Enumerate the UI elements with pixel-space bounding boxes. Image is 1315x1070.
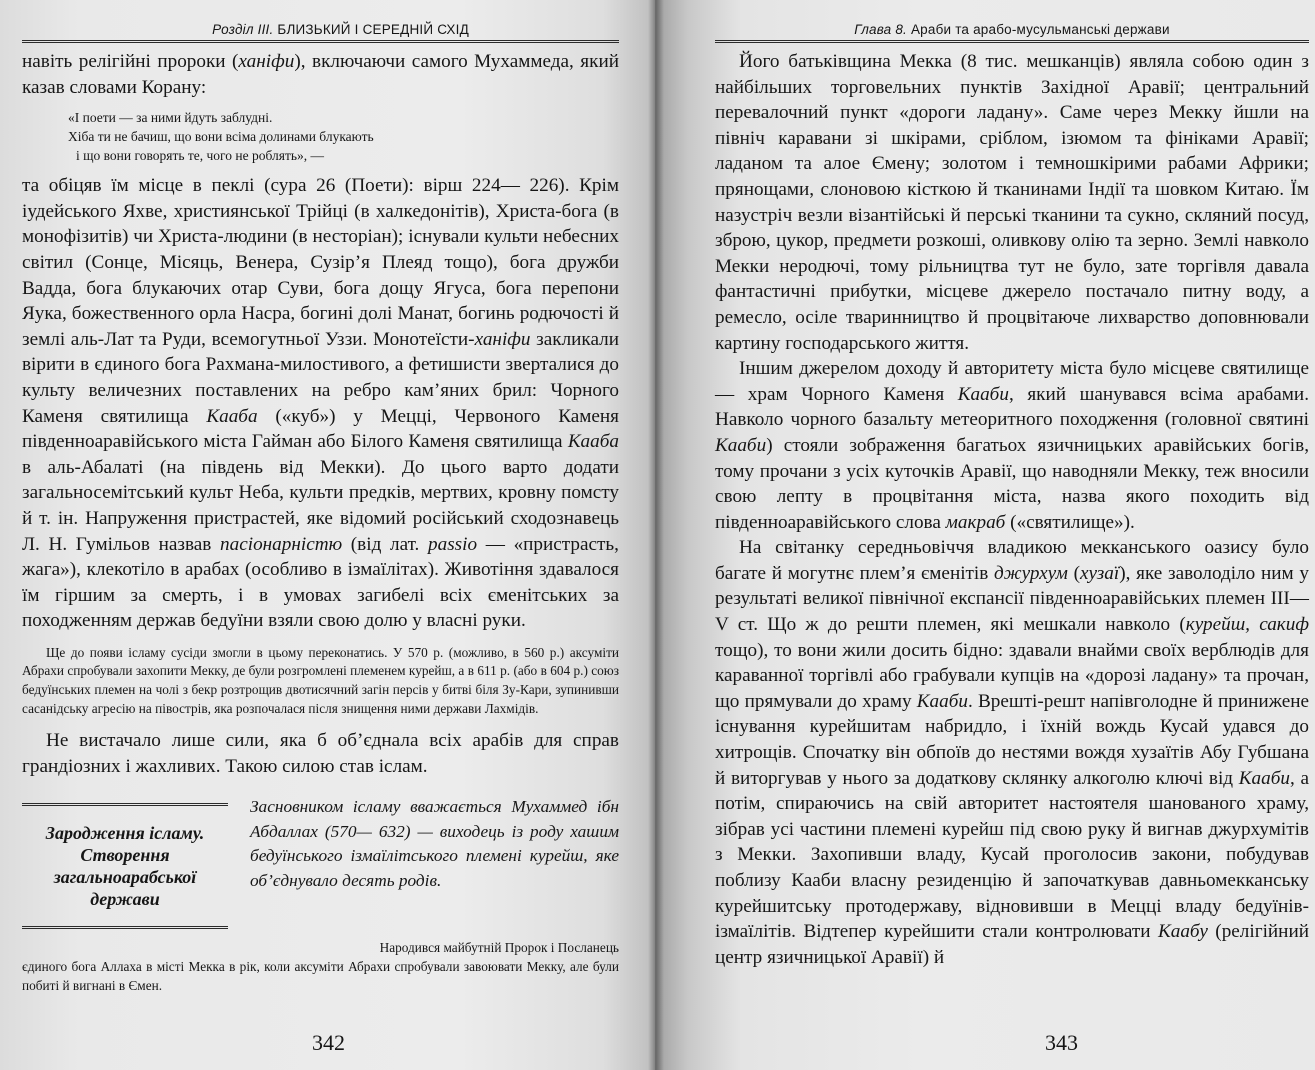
right-page-number: 343 — [1045, 1030, 1078, 1055]
right-header-section: Глава 8. — [854, 22, 907, 37]
left-paragraph-2: та обіцяв їм місце в пеклі (сура 26 (Поети): вірш 224— 226). Крім іудейського Яхве, християнської Трійці (в халкедонітів), Христа-бога (в монофізитів) чи Христа-людини (в несторіан); існували культи небесних світил (Сонце, Місяць, Венера, Сузір’я Плеяд тощо), бога дружби Вадда, бога блукаючих отар Суви, бога дощу Ягуса, бога перепони Яука, божественного орла Насра, богині долі Манат, богинь родючості й землі аль-Лат та Руди, всемогутньої Уззи. Монотеїсти-ханіфи закликали вірити в єдиного бога Рахмана-милостивого, а фетишисти зверталися до культу величезних поставлених на ребро кам’яних брил: Чорного Каменя святилища Кааба («куб») у Мецці, Червоного Каменя південноаравійського міста Гайман або Білого Каменя святилища Кааба в аль-Абалаті (на південь від Мекки). До цього варто додати загальносемітський культ Неба, культи предків, мертвих, кровну помсту й т. ін. Напруження пристрастей, яке відомий російський сходознавець Л. Н. Гумільов назвав пасіонарністю (від лат. passio — «пристрасть, жага»), клекотіло в арабах (особливо в ізмаїлітах). Животіння здавалося їм гіршим за смерть, і в умовах загибелі всіх єменітських за походженням держав бедуїни взяли свою долю у власні руки. — [22, 175, 620, 632]
left-page-number: 342 — [312, 1030, 345, 1055]
section-lede: Засновником ісламу вважається Мухаммед ібн Абдаллах (570— 632) — виходець із роду хашим бедуїнського ізмаїлітського племені курейш, яке об’єднувало десять родів. — [250, 797, 619, 890]
closing-note-rest: єдиного бога Аллаха в місті Мекка в рік, коли аксуміти Абрахи спробували завоювати Мекку, але були побиті й вигнані в Ємен. — [22, 959, 619, 993]
verse-line-3: і що вони говорять те, чого не роблять», — — [76, 148, 325, 164]
left-header-section: Розділ III. — [212, 22, 274, 37]
left-page — [0, 0, 655, 1070]
right-paragraph-2: Іншим джерелом доходу й авторитету міста було місцеве святилище — храм Чорного Каменя Кааби, який шанувався всіма арабами. Навколо чорного базальту метеоритного походження (головної святині Кааби) стояли зображення багатьох язичницьких аравійських богів, тому прочани з усіх куточків Аравії, що наводняли Мекку, теж вносили свою лепту в процвітання міста, назва якого походить від південноаравійського слова макраб («святилище»). — [715, 358, 1310, 533]
closing-note-line-1: Народився майбутній Пророк і Посланець — [379, 940, 619, 956]
left-paragraph-3: Не вистачало лише сили, яка б об’єднала всіх арабів для справ грандіозних і жахливих. Такою силою став іслам. — [22, 730, 619, 777]
right-header-title: Араби та арабо-мусульманські держави — [910, 22, 1170, 37]
right-running-header — [715, 22, 1309, 43]
koran-verse — [68, 108, 619, 165]
left-closing-note — [22, 939, 619, 995]
right-page — [655, 0, 1315, 1070]
verse-line-2: Хіба ти не бачиш, що вони всіма долинами блукають — [68, 129, 374, 145]
section-sidebar-heading: Зародження ісламу. Створення загальноарабської держави — [22, 803, 228, 929]
section-start — [22, 795, 619, 929]
left-header-title: БЛИЗЬКИЙ І СЕРЕДНІЙ СХІД — [277, 22, 469, 37]
right-paragraph-1: Його батьківщина Мекка (8 тис. мешканців) являла собою один з найбільших торговельних пунктів Західної Аравії; центральний перевалочний пункт «дороги ладану». Саме через Мекку йшли на північ каравани зі шкірами, сріблом, ізюмом та фініками Аравії; ладаном та алое Ємену; золотом і темношкірими рабами Африки; прянощами, слоновою кісткою й тканинами Індії та шовком Китаю. Їм назустріч везли візантійські й перські тканини та сукно, скляний посуд, зброю, цукор, предмети розкоші, оливкову олію та зерно. Землі навколо Мекки неродючі, тому рільництва тут не було, зате торгівля давала фантастичні прибутки, місцеве джерело постачало питну воду, а ремесло, осіле тваринництво й процвітаюче лихварство доповнювали картину господарського життя. — [715, 51, 1309, 354]
left-running-header — [22, 22, 619, 43]
verse-line-1: «І поети — за ними йдуть заблудні. — [68, 110, 273, 126]
left-paragraph-1: навіть релігійні пророки (ханіфи), включаючи самого Мухаммеда, який казав словами Корану: — [22, 51, 619, 98]
right-paragraph-3: На світанку середньовіччя владикою мекканського оазису було багате й могутнє плем’я єменітів джурхум (хузаї), яке заволоділо ним у результаті великої північної експансії південноаравійських племен III—V ст. Що ж до решти племен, які мешкали навколо (курейш, сакиф тощо), то вони жили досить бідно: здавали внайми своїх верблюдів для караванної торгівлі або грабували купців на «дорозі ладану» та прочан, що прямували до храму Кааби. Врешті-решт напівголодне й принижене існування курейшитам набридло, і їхній вождь Кусай удався до хитрощів. Спочатку він обпоїв до нестями вождя хузаїтів Абу Губшана й виторгував у нього за додаткову склянку алкоголю ключі від Кааби, а потім, спираючись на свій авторитет настоятеля шанованого храму, зібрав усі частини племені курейш під свою руку й вигнав джурхумітів з Мекки. Захопивши владу, Кусай проголосив закони, побудував поблизу Кааби власну резиденцію й започаткував давньомекканську курейшитську протодержаву, відновивши в Мецці владу бедуїнів-ізмаїлітів. Відтепер курейшити стали контролювати Каабу (релігійний центр язичницької Аравії) й — [715, 537, 1310, 968]
left-small-note: Ще до появи ісламу сусіди змогли в цьому переконатись. У 570 р. (можливо, в 560 р.) аксуміти Абрахи спробували захопити Мекку, де були розгромлені племенем курейш, а в 611 р. (або в 604 р.) союз бедуїнських племен на чолі з бекр розтрощив двотисячний загін персів у битві біля Зу-Кари, зупинивши сасанідську агресію на півострів, яка розпочалася після знищення ними держави Лахмідів. — [22, 644, 619, 716]
